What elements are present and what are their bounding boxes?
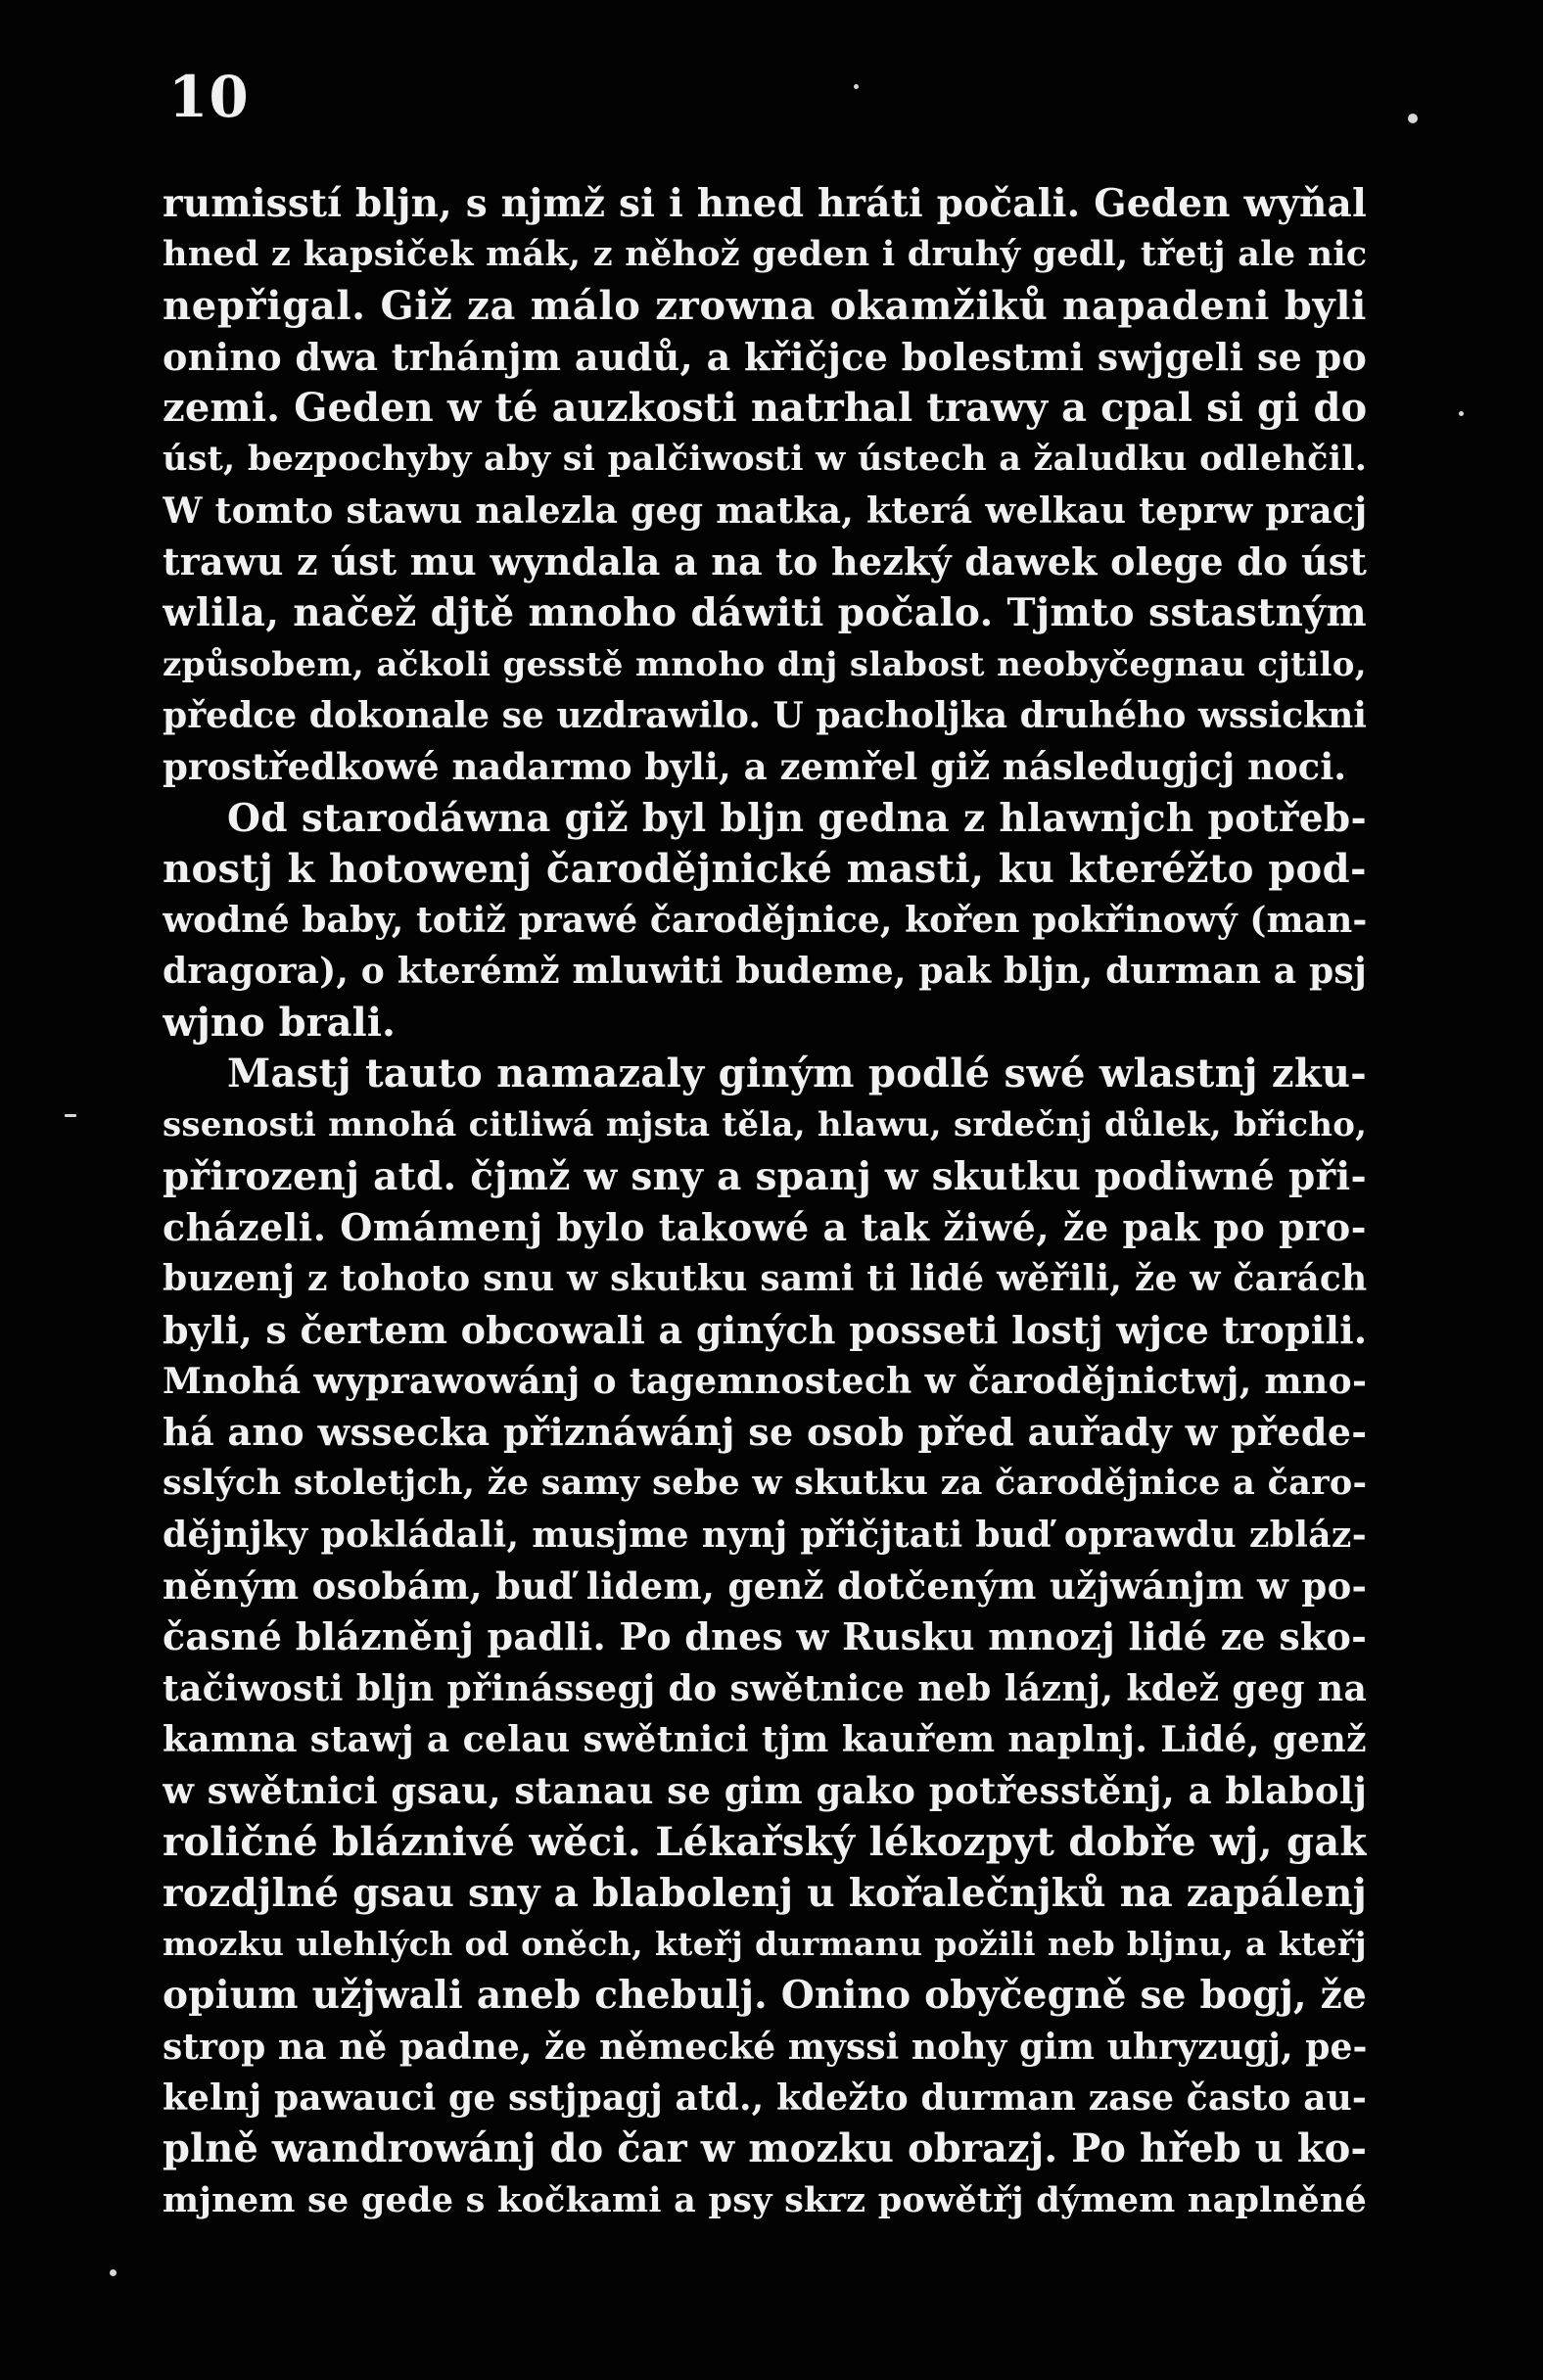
ink-speck: [65, 1114, 76, 1117]
text-line: há ano wssecka přiznáwánj se osob před auřady w přede-: [163, 1410, 1367, 1455]
text-line: roličné bláznivé wěci. Lékařský lékozpyt dobře wj, gak: [163, 1818, 1367, 1865]
text-line: trawu z úst mu wyndala a na to hezký dawek olege do úst: [163, 539, 1367, 584]
text-line: opium užjwali aneb chebulj. Onino obyčegně se bogj, že: [163, 1973, 1367, 2019]
text-line: rumisstí bljn, s njmž si i hned hráti počali. Geden wyňal: [163, 181, 1367, 226]
text-line: Od starodáwna giž byl bljn gedna z hlawnjch potřeb-: [227, 795, 1367, 841]
text-line: kamna stawj a celau swětnici tjm kauřem naplnj. Lidé, genž: [163, 1718, 1367, 1760]
text-line: Mnohá wyprawowánj o tagemnostech w čarodějnictwj, mno-: [163, 1360, 1367, 1402]
text-line: způsobem, ačkoli gesstě mnoho dnj slabost neobyčegnau cjtilo,: [163, 644, 1367, 684]
text-line: sslých stoletjch, že samy sebe w skutku za čarodějnice a čaro-: [163, 1463, 1367, 1504]
text-line: nostj k hotowenj čarodějnické masti, ku kteréžto pod-: [163, 845, 1367, 892]
text-line: strop na ně padne, že německé myssi nohy gim uhryzugj, pe-: [163, 2026, 1367, 2068]
ink-speck: [110, 2269, 117, 2276]
ink-speck: [1408, 114, 1418, 123]
text-line: zemi. Geden w té auzkosti natrhal trawy a cpal si gi do: [163, 385, 1367, 432]
text-line: mjnem se gede s kočkami a psy skrz powětřj dýmem naplněné: [163, 2179, 1367, 2220]
text-line: wlila, načež djtě mnoho dáwiti počalo. Tjmto sstastným: [163, 590, 1367, 636]
ink-speck: [854, 84, 859, 89]
text-line: prostředkowé nadarmo byli, a zemřel giž následugjcj noci.: [163, 745, 1347, 789]
text-line: cházeli. Omámenj bylo takowé a tak žiwé, že pak po pro-: [163, 1204, 1367, 1249]
text-line: nepřigal. Giž za málo zrowna okamžiků napadeni byli: [163, 282, 1367, 329]
text-line: byli, s čertem obcowali a giných posseti lostj wjce tropili.: [163, 1307, 1367, 1352]
text-line: w swětnici gsau, stanau se gim gako potřesstěnj, a blabolj: [163, 1769, 1367, 1813]
text-line: ssenosti mnohá citliwá mjsta těla, hlawu, srdečnj důlek, břicho,: [163, 1105, 1367, 1145]
body-text: [163, 178, 1367, 2226]
text-line: tačiwosti bljn přinássegj do swětnice neb láznj, kdež geg na: [163, 1667, 1367, 1709]
ink-speck: [1459, 411, 1464, 416]
text-line: úst, bezpochyby aby si palčiwosti w ústech a žaludku odlehčil.: [163, 439, 1367, 480]
text-line: dějnjky pokládali, musjme nynj přičjtati buď oprawdu zbláz-: [163, 1514, 1367, 1556]
text-line: W tomto stawu nalezla geg matka, která welkau teprw pracj: [163, 490, 1367, 532]
text-line: časné blázněnj padli. Po dnes w Rusku mnozj lidé ze sko-: [163, 1614, 1367, 1659]
text-line: mozku ulehlých od oněch, kteřj durmanu požili neb bljnu, a kteřj: [163, 1925, 1367, 1964]
text-line: wodné baby, totiž prawé čarodějnice, kořen pokřinowý (man-: [163, 900, 1367, 942]
text-line: dragora), o kterémž mluwiti budeme, pak bljn, durman a psj: [163, 951, 1367, 993]
text-line: rozdjlné gsau sny a blabolenj u kořalečnjků na zapálenj: [163, 1870, 1367, 1916]
text-line: onino dwa trhánjm audů, a křičjce bolestmi swjgeli se po: [163, 334, 1367, 379]
text-line: něným osobám, buď lidem, genž dotčeným užjwánjm w po-: [163, 1564, 1367, 1609]
text-line: přirozenj atd. čjmž w sny a spanj w skutku podiwné při-: [163, 1153, 1367, 1199]
text-line: wjno brali.: [163, 999, 396, 1046]
text-line: hned z kapsiček mák, z něhož geden i druhý gedl, třetj ale nic: [163, 234, 1367, 275]
page-number: 10: [168, 64, 250, 130]
text-line: buzenj z tohoto snu w skutku sami ti lidé wěřili, že w čarách: [163, 1258, 1367, 1300]
text-line: Mastj tauto namazaly giným podlé swé wlastnj zku-: [227, 1050, 1367, 1097]
text-line: kelnj pawauci ge sstjpagj atd., kdežto durman zase často au-: [163, 2077, 1367, 2119]
text-line: předce dokonale se uzdrawilo. U pacholjka druhého wssickni: [163, 694, 1367, 736]
text-line: plně wandrowánj do čar w mozku obrazj. Po hřeb u ko-: [163, 2125, 1367, 2172]
